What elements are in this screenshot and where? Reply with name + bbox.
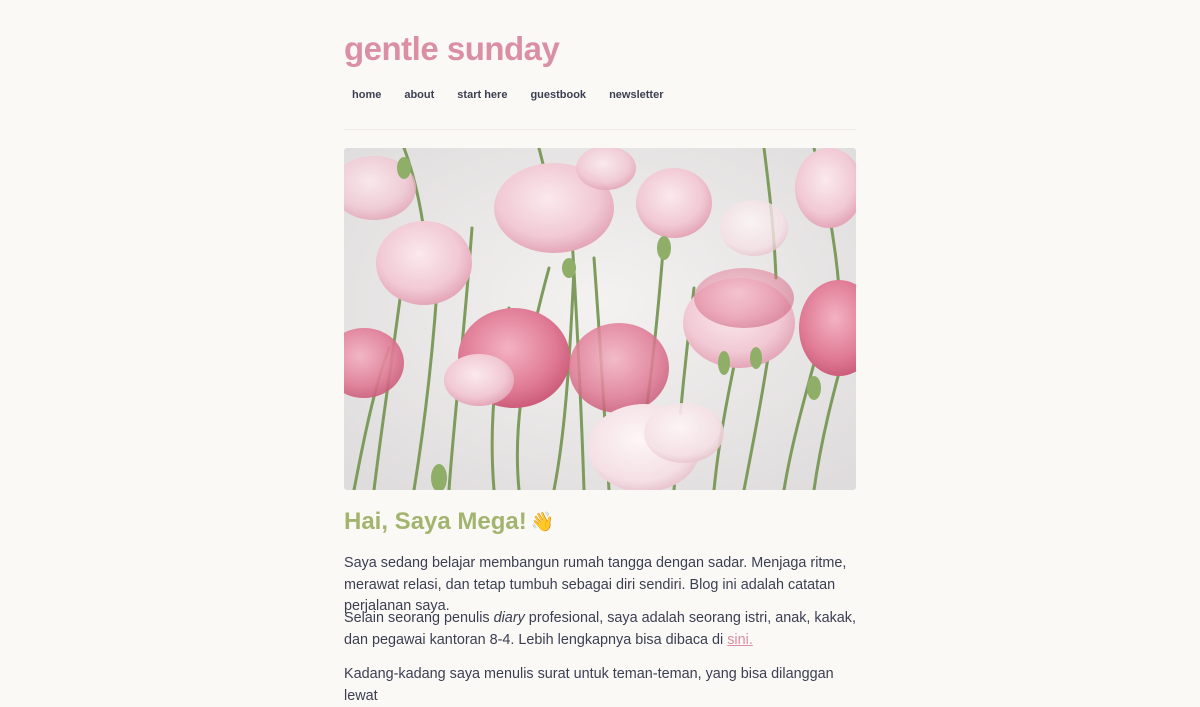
about-text-middle: profesional, saya adalah seorang istri, anak, kakak, dan pegawai kantoran 8-4. Lebih lengkapnya bisa dibaca di (344, 610, 856, 648)
site-title[interactable]: gentle sunday (344, 30, 560, 67)
nav-about[interactable]: about (404, 89, 435, 101)
about-text-emphasis: diary (493, 610, 525, 626)
greeting-text: Hai, Saya Mega! (344, 508, 527, 535)
main-nav (344, 87, 671, 103)
nav-start-here[interactable]: start here (457, 89, 508, 101)
hero-image (344, 148, 856, 490)
about-text-start: Selain seorang penulis (344, 610, 494, 626)
intro-paragraph: Saya sedang belajar membangun rumah tangga dengan sadar. Menjaga ritme, merawat relasi, dan tetap tumbuh sebagai diri sendiri. Blog ini adalah catatan perjalanan saya. (344, 555, 847, 614)
nav-guestbook[interactable]: guestbook (530, 89, 587, 101)
about-paragraph (344, 608, 856, 651)
header-divider (344, 129, 856, 130)
waving-hand-icon: 👋 (530, 512, 555, 533)
nav-newsletter[interactable]: newsletter (609, 89, 664, 101)
nav-home[interactable]: home (352, 89, 382, 101)
newsletter-paragraph: Kadang-kadang saya menulis surat untuk teman-teman, yang bisa dilanggan lewat (344, 666, 834, 704)
about-link[interactable]: sini. (727, 631, 753, 648)
greeting-heading (344, 506, 554, 539)
flower-photo-icon (344, 148, 856, 490)
